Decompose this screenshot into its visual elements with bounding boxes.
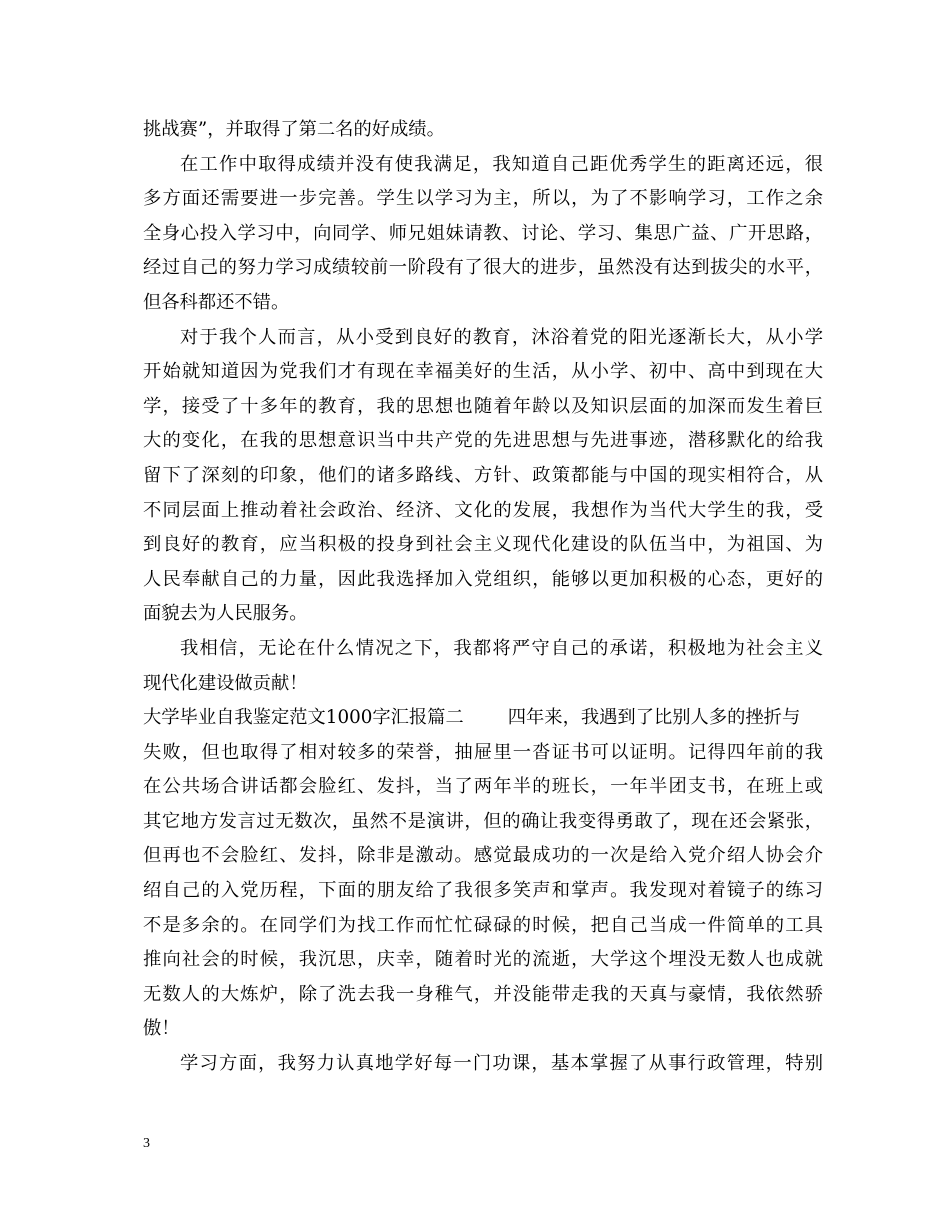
text-line: 到良好的教育，应当积极的投身到社会主义现代化建设的队伍当中，为祖国、为 [143,534,823,556]
text-line: 我相信，无论在什么情况之下，我都将严守自己的承诺，积极地为社会主义 [180,637,823,659]
text-line: 学习方面，我努力认真地学好每一门功课，基本掌握了从事行政管理，特别 [180,1053,823,1075]
document-body [143,113,823,1082]
text-line: 全身心投入学习中，向同学、师兄姐妹请教、讨论、学习、集思广益、广开思路， [143,222,823,244]
text-line: 对于我个人而言，从小受到良好的教育，沐浴着党的阳光逐渐长大，从小学 [180,326,823,348]
text-line: 面貌去为人民服务。 [143,603,308,625]
text-line: 绍自己的入党历程，下面的朋友给了我很多笑声和掌声。我发现对着镜子的练习 [143,880,823,902]
page-number: 3 [143,1136,150,1151]
text-line: 在公共场合讲话都会脸红、发抖，当了两年半的班长，一年半团支书，在班上或 [143,776,823,798]
text-line: 但各科都还不错。 [143,291,290,313]
text-line: 开始就知道因为党我们才有现在幸福美好的生活，从小学、初中、高中到现在大 [143,361,823,383]
text-line: 推向社会的时候，我沉思，庆幸，随着时光的流逝，大学这个埋没无数人也成就 [143,949,823,971]
text-line: 不是多余的。在同学们为找工作而忙忙碌碌的时候，把自己当成一件简单的工具 [143,914,823,936]
text-line: 但再也不会脸红、发抖，除非是激动。感觉最成功的一次是给入党介绍人协会介 [143,845,823,867]
text-line: 其它地方发言过无数次，虽然不是演讲，但的确让我变得勇敢了，现在还会紧张， [143,810,823,832]
text-line: 留下了深刻的印象，他们的诸多路线、方针、政策都能与中国的现实相符合，从 [143,464,823,486]
section-heading-line [143,701,823,736]
text-line: 多方面还需要进一步完善。学生以学习为主，所以，为了不影响学习，工作之余 [143,188,823,210]
text-line: 经过自己的努力学习成绩较前一阶段有了很大的进步，虽然没有达到拔尖的水平， [143,257,823,279]
text-line: 学，接受了十多年的教育，我的思想也随着年龄以及知识层面的加深而发生着巨 [143,395,823,417]
text-line: 挑战赛”，并取得了第二名的好成绩。 [143,119,445,140]
text-line: 傲！ [143,1018,180,1040]
section-heading: 大学毕业自我鉴定范文1000字汇报篇二 [143,707,464,729]
text-line: 大的变化，在我的思想意识当中共产党的先进思想与先进事迹，潜移默化的给我 [143,430,823,452]
text-line: 在工作中取得成绩并没有使我满足，我知道自己距优秀学生的距离还远，很 [180,153,823,175]
text-line: 不同层面上推动着社会政治、经济、文化的发展，我想作为当代大学生的我，受 [143,499,823,521]
text-line: 无数人的大炼炉，除了洗去我一身稚气，并没能带走我的天真与豪情，我依然骄 [143,983,823,1005]
section-first-line: 四年来，我遇到了比别人多的挫折与 [507,707,801,729]
text-line: 现代化建设做贡献！ [143,672,308,694]
text-line: 人民奉献自己的力量，因此我选择加入党组织，能够以更加积极的心态，更好的 [143,568,823,590]
text-line: 失败，但也取得了相对较多的荣誉，抽屉里一沓证书可以证明。记得四年前的我 [143,741,823,763]
